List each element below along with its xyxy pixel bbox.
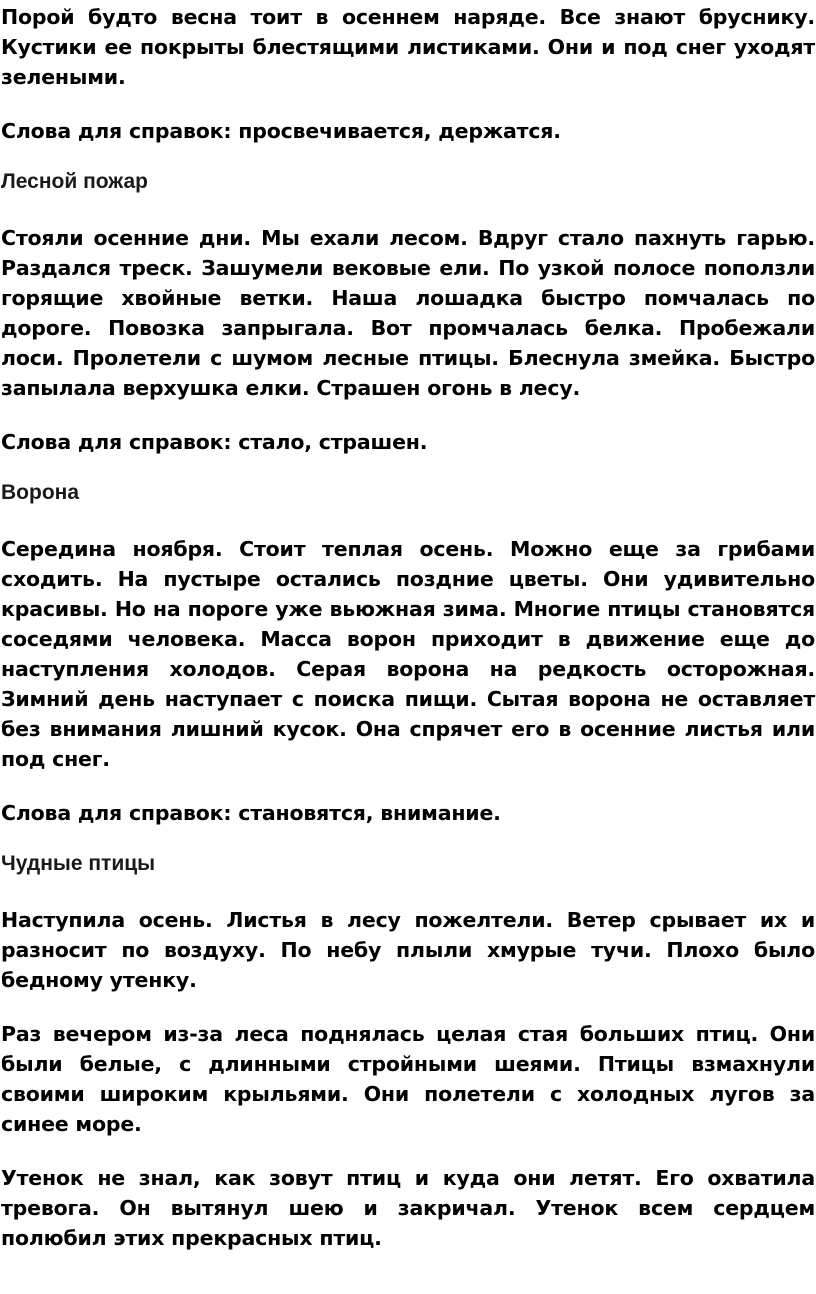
- section-text-wonderful-birds-2: Раз вечером из-за леса поднялась целая стая больших птиц. Они были белые, с длинными стройными шеями. Птицы взмахнули своими широким крыльями. Они полетели с холодных лугов за синее море.: [1, 1022, 815, 1136]
- reference-words-3: Слова для справок: становятся, внимание.: [1, 801, 501, 825]
- intro-paragraph: Порой будто весна тоит в осеннем наряде. Все знают бруснику. Кустики ее покрыты блестящими листиками. Они и под снег уходят зелеными.: [1, 5, 815, 89]
- section-text-crow: Середина ноября. Стоит теплая осень. Можно еще за грибами сходить. На пустыре остались поздние цветы. Они удивительно красивы. Но на пороге уже вьюжная зима. Многие птицы становятся соседями человека. Масса ворон приходит в движение еще до наступления холодов. Серая ворона на редкость осторожная. Зимний день наступает с поиска пищи. Сытая ворона не оставляет без внимания лишний кусок. Она спрячет его в осенние листья или под снег.: [1, 537, 815, 771]
- section-title-forest-fire: Лесной пожар: [1, 170, 148, 193]
- section-text-forest-fire: Стояли осенние дни. Мы ехали лесом. Вдруг стало пахнуть гарью. Раздался треск. Зашумели вековые ели. По узкой полосе поползли горящие хвойные ветки. Наша лошадка быстро помчалась по дороге. Повозка запрыгала. Вот промчалась белка. Пробежали лоси. Пролетели с шумом лесные птицы. Блеснула змейка. Быстро запылала верхушка елки. Страшен огонь в лесу.: [1, 226, 815, 400]
- reference-words-1: Слова для справок: просвечивается, держатся.: [1, 119, 561, 143]
- reference-words-2: Слова для справок: стало, страшен.: [1, 430, 428, 454]
- section-text-wonderful-birds-1: Наступила осень. Листья в лесу пожелтели. Ветер срывает их и разносит по воздуху. По небу плыли хмурые тучи. Плохо было бедному утенку.: [1, 908, 815, 992]
- section-title-crow: Ворона: [1, 481, 80, 504]
- section-title-wonderful-birds: Чудные птицы: [1, 852, 156, 875]
- section-text-wonderful-birds-3: Утенок не знал, как зовут птиц и куда они летят. Его охватила тревога. Он вытянул шею и закричал. Утенок всем сердцем полюбил этих прекрасных птиц.: [1, 1166, 815, 1250]
